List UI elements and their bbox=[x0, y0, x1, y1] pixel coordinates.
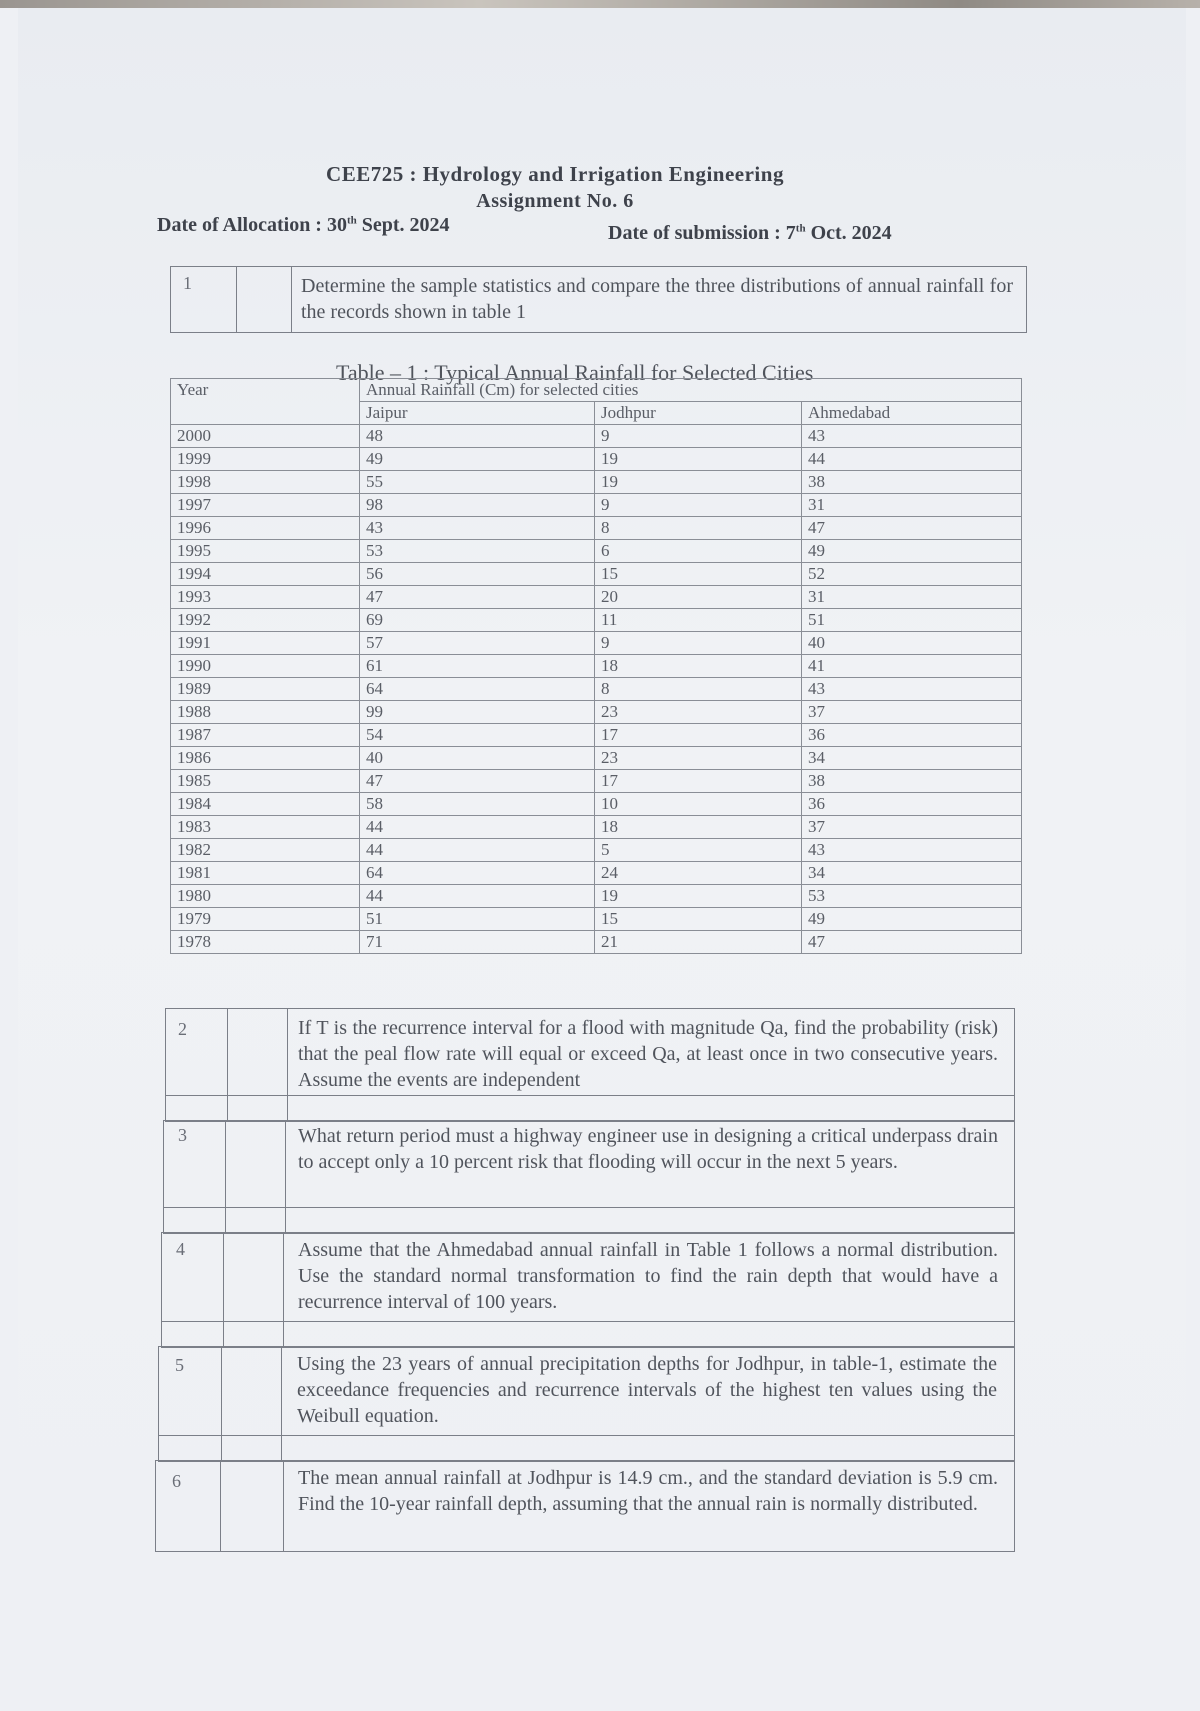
table-row bbox=[171, 931, 1022, 954]
year-cell: 1991 bbox=[171, 632, 360, 655]
year-cell: 1988 bbox=[171, 701, 360, 724]
question-1-box bbox=[170, 266, 1027, 333]
table-row bbox=[171, 609, 1022, 632]
table-caption: Table – 1 : Typical Annual Rainfall for Selected Cities bbox=[336, 360, 814, 385]
submission-rest: Oct. 2024 bbox=[805, 222, 892, 244]
allocation-label: Date of Allocation : 30 bbox=[157, 214, 347, 236]
question-4-text: Assume that the Ahmedabad annual rainfall in Table 1 follows a normal distribution. Use the standard normal transformation to find the rain depth that would have a recurrence interval of 100 years. bbox=[298, 1239, 998, 1313]
ahmedabad-cell: 51 bbox=[802, 609, 1022, 632]
jodhpur-cell: 19 bbox=[595, 448, 802, 471]
ahmedabad-cell: 36 bbox=[802, 793, 1022, 816]
jaipur-cell: 43 bbox=[360, 517, 595, 540]
course-title: CEE725 : Hydrology and Irrigation Engineering bbox=[326, 162, 784, 186]
ahmedabad-cell: 52 bbox=[802, 563, 1022, 586]
question-3-num-cell bbox=[164, 1121, 226, 1233]
year-cell: 1979 bbox=[171, 908, 360, 931]
col-header-ahmedabad: Ahmedabad bbox=[802, 402, 1022, 425]
ahmedabad-cell: 38 bbox=[802, 770, 1022, 793]
year-cell: 1998 bbox=[171, 471, 360, 494]
table-row bbox=[171, 908, 1022, 931]
jaipur-cell: 54 bbox=[360, 724, 595, 747]
jaipur-cell: 40 bbox=[360, 747, 595, 770]
assignment-number: Assignment No. 6 bbox=[476, 190, 634, 212]
jodhpur-cell: 15 bbox=[595, 563, 802, 586]
question-3-box bbox=[163, 1120, 1015, 1234]
question-5-text: Using the 23 years of annual precipitation depths for Jodhpur, in table-1, estimate the exceedance frequencies and recurrence intervals of the highest ten values using the Weibull equation. bbox=[297, 1353, 997, 1427]
question-1-num-cell bbox=[171, 267, 237, 332]
jodhpur-cell: 9 bbox=[595, 632, 802, 655]
jodhpur-cell: 6 bbox=[595, 540, 802, 563]
year-cell: 1987 bbox=[171, 724, 360, 747]
ahmedabad-cell: 36 bbox=[802, 724, 1022, 747]
allocation-rest: Sept. 2024 bbox=[356, 214, 450, 236]
year-cell: 1980 bbox=[171, 885, 360, 908]
question-6-blank-cell bbox=[221, 1461, 284, 1551]
group-header: Annual Rainfall (Cm) for selected cities bbox=[360, 379, 1022, 402]
ahmedabad-cell: 53 bbox=[802, 885, 1022, 908]
jaipur-cell: 61 bbox=[360, 655, 595, 678]
table-row bbox=[171, 793, 1022, 816]
jaipur-cell: 64 bbox=[360, 862, 595, 885]
table-row bbox=[171, 862, 1022, 885]
jodhpur-cell: 24 bbox=[595, 862, 802, 885]
ahmedabad-cell: 31 bbox=[802, 494, 1022, 517]
table-row bbox=[171, 632, 1022, 655]
jaipur-cell: 53 bbox=[360, 540, 595, 563]
year-cell: 1992 bbox=[171, 609, 360, 632]
question-1-text: Determine the sample statistics and compare the three distributions of annual rainfall for the records shown in table 1 bbox=[301, 275, 1013, 323]
jodhpur-cell: 10 bbox=[595, 793, 802, 816]
jaipur-cell: 58 bbox=[360, 793, 595, 816]
table-row bbox=[171, 540, 1022, 563]
jaipur-cell: 55 bbox=[360, 471, 595, 494]
jodhpur-cell: 21 bbox=[595, 931, 802, 954]
jaipur-cell: 44 bbox=[360, 816, 595, 839]
question-2-num-cell bbox=[166, 1009, 228, 1121]
ahmedabad-cell: 43 bbox=[802, 678, 1022, 701]
year-cell: 1997 bbox=[171, 494, 360, 517]
jodhpur-cell: 18 bbox=[595, 816, 802, 839]
year-cell: 1994 bbox=[171, 563, 360, 586]
scan-edge bbox=[0, 0, 1200, 8]
jaipur-cell: 51 bbox=[360, 908, 595, 931]
jaipur-cell: 69 bbox=[360, 609, 595, 632]
jodhpur-cell: 15 bbox=[595, 908, 802, 931]
question-6-number: 6 bbox=[172, 1471, 181, 1491]
jaipur-cell: 98 bbox=[360, 494, 595, 517]
year-cell: 2000 bbox=[171, 425, 360, 448]
question-2-separator bbox=[166, 1095, 1014, 1096]
rainfall-table bbox=[170, 378, 1022, 954]
jaipur-cell: 47 bbox=[360, 586, 595, 609]
question-6-text: The mean annual rainfall at Jodhpur is 14.9 cm., and the standard deviation is 5.9 cm. Find the 10-year rainfall depth, assuming that the annual rain is normally distributed. bbox=[298, 1467, 998, 1515]
question-5-box bbox=[158, 1346, 1015, 1462]
submission-label: Date of submission : 7 bbox=[608, 222, 796, 244]
table-row bbox=[171, 701, 1022, 724]
submission-sup: th bbox=[795, 222, 806, 235]
question-4-number: 4 bbox=[176, 1239, 185, 1259]
year-cell: 1982 bbox=[171, 839, 360, 862]
question-3-blank-cell bbox=[226, 1121, 286, 1233]
jodhpur-cell: 11 bbox=[595, 609, 802, 632]
jaipur-cell: 49 bbox=[360, 448, 595, 471]
jodhpur-cell: 8 bbox=[595, 517, 802, 540]
table-row bbox=[171, 563, 1022, 586]
allocation-date bbox=[157, 214, 450, 237]
jodhpur-cell: 8 bbox=[595, 678, 802, 701]
jodhpur-cell: 19 bbox=[595, 471, 802, 494]
question-3-number: 3 bbox=[178, 1125, 187, 1145]
year-cell: 1996 bbox=[171, 517, 360, 540]
question-5-num-cell bbox=[159, 1347, 222, 1461]
ahmedabad-cell: 49 bbox=[802, 540, 1022, 563]
ahmedabad-cell: 41 bbox=[802, 655, 1022, 678]
col-header-jodhpur: Jodhpur bbox=[595, 402, 802, 425]
ahmedabad-cell: 47 bbox=[802, 931, 1022, 954]
year-cell: 1999 bbox=[171, 448, 360, 471]
year-cell: 1989 bbox=[171, 678, 360, 701]
year-cell: 1985 bbox=[171, 770, 360, 793]
jodhpur-cell: 23 bbox=[595, 747, 802, 770]
table-row bbox=[171, 494, 1022, 517]
ahmedabad-cell: 47 bbox=[802, 517, 1022, 540]
jodhpur-cell: 17 bbox=[595, 770, 802, 793]
table-row bbox=[171, 770, 1022, 793]
jodhpur-cell: 18 bbox=[595, 655, 802, 678]
question-5-separator bbox=[159, 1435, 1014, 1436]
jaipur-cell: 71 bbox=[360, 931, 595, 954]
question-6-num-cell bbox=[156, 1461, 221, 1551]
ahmedabad-cell: 43 bbox=[802, 425, 1022, 448]
question-2-blank-cell bbox=[228, 1009, 288, 1121]
question-3-text: What return period must a highway engineer use in designing a critical underpass drain to accept only a 10 percent risk that flooding will occur in the next 5 years. bbox=[298, 1125, 998, 1173]
year-cell: 1984 bbox=[171, 793, 360, 816]
jodhpur-cell: 9 bbox=[595, 494, 802, 517]
year-cell: 1990 bbox=[171, 655, 360, 678]
year-cell: 1981 bbox=[171, 862, 360, 885]
table-row bbox=[171, 816, 1022, 839]
ahmedabad-cell: 34 bbox=[802, 747, 1022, 770]
question-2-text: If T is the recurrence interval for a flood with magnitude Qa, find the probability (risk) that the peal flow rate will equal or exceed Qa, at least once in two consecutive years. Assume the events are independent bbox=[298, 1017, 998, 1091]
ahmedabad-cell: 40 bbox=[802, 632, 1022, 655]
question-4-num-cell bbox=[162, 1233, 224, 1347]
jaipur-cell: 44 bbox=[360, 839, 595, 862]
jaipur-cell: 47 bbox=[360, 770, 595, 793]
year-header: Year bbox=[171, 379, 360, 425]
jodhpur-cell: 23 bbox=[595, 701, 802, 724]
question-2-box bbox=[165, 1008, 1015, 1122]
ahmedabad-cell: 31 bbox=[802, 586, 1022, 609]
col-header-jaipur: Jaipur bbox=[360, 402, 595, 425]
ahmedabad-cell: 43 bbox=[802, 839, 1022, 862]
jaipur-cell: 57 bbox=[360, 632, 595, 655]
jaipur-cell: 56 bbox=[360, 563, 595, 586]
table-row bbox=[171, 885, 1022, 908]
ahmedabad-cell: 49 bbox=[802, 908, 1022, 931]
table-row bbox=[171, 678, 1022, 701]
year-cell: 1978 bbox=[171, 931, 360, 954]
question-4-box bbox=[161, 1232, 1015, 1348]
question-4-separator bbox=[162, 1321, 1014, 1322]
jaipur-cell: 48 bbox=[360, 425, 595, 448]
jodhpur-cell: 9 bbox=[595, 425, 802, 448]
table-row bbox=[171, 839, 1022, 862]
jaipur-cell: 64 bbox=[360, 678, 595, 701]
ahmedabad-cell: 44 bbox=[802, 448, 1022, 471]
allocation-sup: th bbox=[346, 214, 357, 227]
year-cell: 1995 bbox=[171, 540, 360, 563]
jodhpur-cell: 5 bbox=[595, 839, 802, 862]
jodhpur-cell: 20 bbox=[595, 586, 802, 609]
question-3-separator bbox=[164, 1207, 1014, 1208]
question-6-box bbox=[155, 1460, 1015, 1552]
table-row bbox=[171, 655, 1022, 678]
question-2-number: 2 bbox=[178, 1019, 187, 1039]
submission-date bbox=[608, 222, 892, 245]
jaipur-cell: 99 bbox=[360, 701, 595, 724]
jaipur-cell: 44 bbox=[360, 885, 595, 908]
question-5-blank-cell bbox=[222, 1347, 282, 1461]
year-cell: 1983 bbox=[171, 816, 360, 839]
question-5-number: 5 bbox=[175, 1355, 184, 1375]
question-1-number: 1 bbox=[183, 273, 192, 293]
table-header-row bbox=[171, 379, 1022, 402]
jodhpur-cell: 19 bbox=[595, 885, 802, 908]
table-row bbox=[171, 517, 1022, 540]
ahmedabad-cell: 34 bbox=[802, 862, 1022, 885]
year-cell: 1986 bbox=[171, 747, 360, 770]
table-row bbox=[171, 471, 1022, 494]
table-row bbox=[171, 586, 1022, 609]
ahmedabad-cell: 37 bbox=[802, 701, 1022, 724]
table-row bbox=[171, 448, 1022, 471]
ahmedabad-cell: 37 bbox=[802, 816, 1022, 839]
table-row bbox=[171, 724, 1022, 747]
question-4-blank-cell bbox=[224, 1233, 284, 1347]
question-1-blank-cell bbox=[237, 267, 292, 332]
year-cell: 1993 bbox=[171, 586, 360, 609]
ahmedabad-cell: 38 bbox=[802, 471, 1022, 494]
table-row bbox=[171, 747, 1022, 770]
table-row bbox=[171, 425, 1022, 448]
jodhpur-cell: 17 bbox=[595, 724, 802, 747]
